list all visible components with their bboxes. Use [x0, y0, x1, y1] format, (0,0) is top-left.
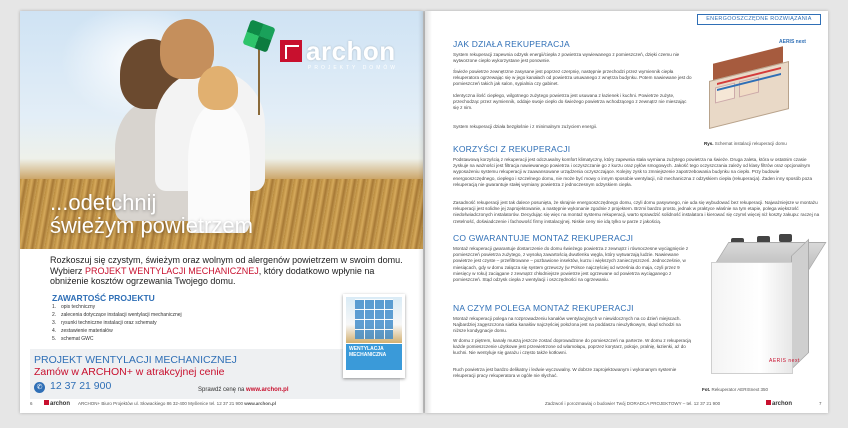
archon-logo [280, 38, 420, 72]
paragraph: Identyczna ilość ciepłego, wilgotnego zużytego powietrza jest usuwana z łazienek i kuchni. Powietrze zużyte, przechodząc przez wymiennik, oddaje swoje ciepło do świeżego powietrza wchodzącego z zewnątrz nie mieszając się z nim. [453, 93, 687, 111]
section-tag: ENERGOOSZCZĘDNE ROZWIĄZANIA [697, 14, 821, 25]
heading-guarantees: CO GWARANTUJE MONTAŻ REKUPERACJI [453, 233, 634, 243]
paragraph: System rekuperacji zapewnia odzysk energii/ciepła z powietrza wywiewanego z pomieszczeń, dzięki czemu nie wytworzone ciepło wykorzystane jest ponownie. [453, 52, 680, 64]
diagram-brand: AERIS next [779, 39, 806, 45]
heading-how-it-works: JAK DZIAŁA REKUPERACJA [453, 39, 570, 49]
paragraph: Montaż rekuperacji polega na rozprowadzeniu kanałów wentylacyjnych w niewidocznych na co dzień miejscach. Najbardziej zagęszczona siatka kanałów najczęściej położona jest na poddaszu nieużytkowym, skąd schodzi na niższe kondygnacje domu. [453, 316, 681, 334]
slogan-line-2: świeżym powietrzem [50, 213, 253, 238]
footer-address: ARCHON+ Biuro Projektów ul. Słowackiego 86 32-400 Myślenice tel. 12 37 21 900 www.archon.pl [78, 401, 277, 406]
girl-head [198, 66, 238, 110]
cover-title: WENTYLACJA MECHANICZNA [349, 346, 387, 358]
archon-mark-icon [766, 400, 771, 405]
price-check-text: Sprawdź cenę na www.archon.pl [198, 387, 289, 393]
slogan [50, 191, 253, 237]
project-contents-list [52, 303, 182, 343]
intro-text-2: , który dodatkowo wpłynie na obniżenie kosztów ogrzewania Twojego domu. [50, 265, 375, 286]
left-page [20, 11, 423, 413]
archon-logo-tagline: PROJEKTY DOMÓW [308, 65, 398, 71]
recuperator-unit-photo [701, 234, 813, 384]
list-item: 1. opis techniczny [52, 304, 96, 310]
project-cover-thumbnail [343, 294, 405, 378]
family-photo [20, 11, 423, 249]
paragraph: Świeże powietrze zewnętrzne zasysane jest poprzez czerpnię, następnie przechodzi przez wymiennik ciepła rekuperatora ogrzewając się w jego kanałach od powietrza usuwanego z wnętrza budynku. Potem nawiewane jest do pomieszczeń takich jak salon, sypialnia czy gabinet. [453, 69, 692, 87]
order-banner-title: PROJEKT WENTYLACJI MECHANICZNEJ [34, 354, 237, 366]
footer-logo: archon [766, 400, 792, 407]
archon-logo-mark [280, 40, 302, 62]
right-page [425, 11, 828, 413]
paragraph: Ruch powietrza jest bardzo delikatny i ledwie wyczuwalny. W dobrze zaprojektowanym i wykonanym systemie rekuperacji pracy rekuperatora w ogóle nie słychać. [453, 367, 677, 379]
paragraph: System rekuperacji działa bezgłośnie i z minimalnym zużyciem energii. [453, 124, 597, 129]
intro-text-1: Rozkoszuj się czystym, świeżym oraz wolnym od alergenów powietrzem w swoim domu. Wybierz [50, 255, 403, 276]
unit-pipe [779, 234, 792, 242]
page-gutter [418, 11, 432, 413]
paragraph: Podstawową korzyścią z rekuperacji jest odczuwalny komfort klimatyczny, który zapewnia stała wymiana zużytego powietrza na świeże. Druga zaleta, która w ostatnim czasie zyskuje na ważności jest filtracja nawiewanego powietrza i oczyszczanie go z kurzu oraz pyłów smogowych. Jakość tego oczyszczania zależy od klasy filtrów oraz opcjonalnym wyposażeniu systemu rekuperacji w zaawansowane urządzenia oczyszczające. Kolejny zysk to zmniejszenie zapotrzebowania budynku na ciepło. Przy budowie energooszczędnego, ciepłego i szczelnego domu, nie może być mowy o innym sposobie wentylacji, niż mechaniczna z odzyskiem ciepła (rekuperacja). Żaden inny sposób poza rekuperacją nie gwarantuje stałej wymiany powietrza z jednoczesnym odzyskiem ciepła. [453, 157, 813, 187]
paragraph: Montaż rekuperacji gwarantuje dostarczenie do domu świeżego powietrza z zewnątrz i równoczesne wyciągnięcie z pomieszczeń powietrza zużytego, z wysoką zawartością dwutlenku węgla, który wytwarzają ludzie. Nawiewane powietrze jest czyste – przefiltrowane – pozbawione insektów, kurzu i większych zanieczyszczeń. Jednocześnie, w miesiącach, gdy w domu załącza się system grzewczy (w Polsce najczęściej od września do maja, czyli przez 9 miesięcy w roku) zaciągane z zewnątrz chłodniejsze powietrze jest ogrzewane od powietrza wyciąganego z pomieszczeń. Stąd odzysk ciepła z wentylacji i oszczędności na ogrzewaniu. [453, 246, 689, 283]
diagram-caption: Rys. Schemat instalacji rekuperacji domu [704, 141, 787, 146]
phone-number[interactable]: 12 37 21 900 [50, 380, 112, 392]
paragraph: W domu z piętrem, kanały muszą jeszcze zostać doprowadzone do pomieszczeń na parterze. W domu z rekuperacją każde pomieszczenie użytkowe jest przewietrzone od wlamołapu, poprzez korytarz, pokoje, pralnię, łazienki, aż do kuchni. Nie wentyluje się garażu i często także kotłowni. [453, 338, 691, 356]
project-contents-heading: ZAWARTOŚĆ PROJEKTU [52, 293, 155, 303]
archon-mark-icon [44, 400, 49, 405]
archon-logo-text: archon [306, 36, 396, 66]
unit-side [791, 239, 809, 370]
unit-caption: Fot. Rekuperator AERISnext 350 [702, 387, 769, 392]
list-item: 4. zestawienie materiałów [52, 328, 113, 334]
order-banner-subtitle: Zamów w ARCHON+ w atrakcyjnej cenie [34, 366, 225, 378]
paragraph: Zasadność rekuperacji jest tak dalece posunięta, że skrajnie energooszczędnego domu, czyli domu pasywnego, nie uda się wybudować bez rekuperacji. Najważniejsze w montażu rekuperacji jest solidne jej zaprojektowanie, a następnie wykonanie zgodnie z projektem. Brzmi bardzo prosto, jednak w praktyce właśnie na tym etapie, polega większość niedoświadczonych instalatorów. Decydując się więc na montaż systemu rekuperacji, warto sprawdzić solidność instalatora i kierować się czymś więcej niż koszty zakupu: raczej na rzetelność, doświadczenie i fachowość firmy instalacyjnej. Niskie ceny nie idą tylko w parze z jakością. [453, 200, 820, 224]
right-footer [545, 400, 825, 410]
website-link[interactable]: www.archon.pl [246, 387, 289, 393]
slogan-line-1: ...odetchnij [50, 190, 157, 215]
house-ventilation-diagram [703, 37, 815, 135]
intro-highlight: PROJEKT WENTYLACJI MECHANICZNEJ [84, 265, 259, 276]
left-footer [30, 400, 415, 410]
heading-benefits: KORZYŚCI Z REKUPERACJI [453, 144, 571, 154]
list-item: 2. zalecenia dotyczące instalacji wentylacji mechanicznej [52, 312, 182, 318]
list-item: 5. schemat GWC [52, 336, 94, 342]
page-number: 7 [819, 401, 822, 406]
cover-window-grid [355, 299, 393, 339]
page-number: 6 [30, 401, 33, 406]
pinwheel-icon [242, 19, 275, 52]
heading-installation: NA CZYM POLEGA MONTAŻ REKUPERACJI [453, 303, 634, 313]
list-item: 3. rysunki techniczne instalacji oraz schematy [52, 320, 157, 326]
footer-contact-text: Zadzwoń i porozmawiaj o budowie! Twój DORADCA PROJEKTOWY – tel. 12 37 21 900 [545, 401, 721, 406]
intro-paragraph [50, 255, 410, 287]
footer-logo: archon [44, 400, 70, 407]
unit-brand: AERIS next [769, 358, 800, 364]
pinwheel-stick [258, 45, 260, 115]
phone-icon: ✆ [34, 382, 45, 393]
